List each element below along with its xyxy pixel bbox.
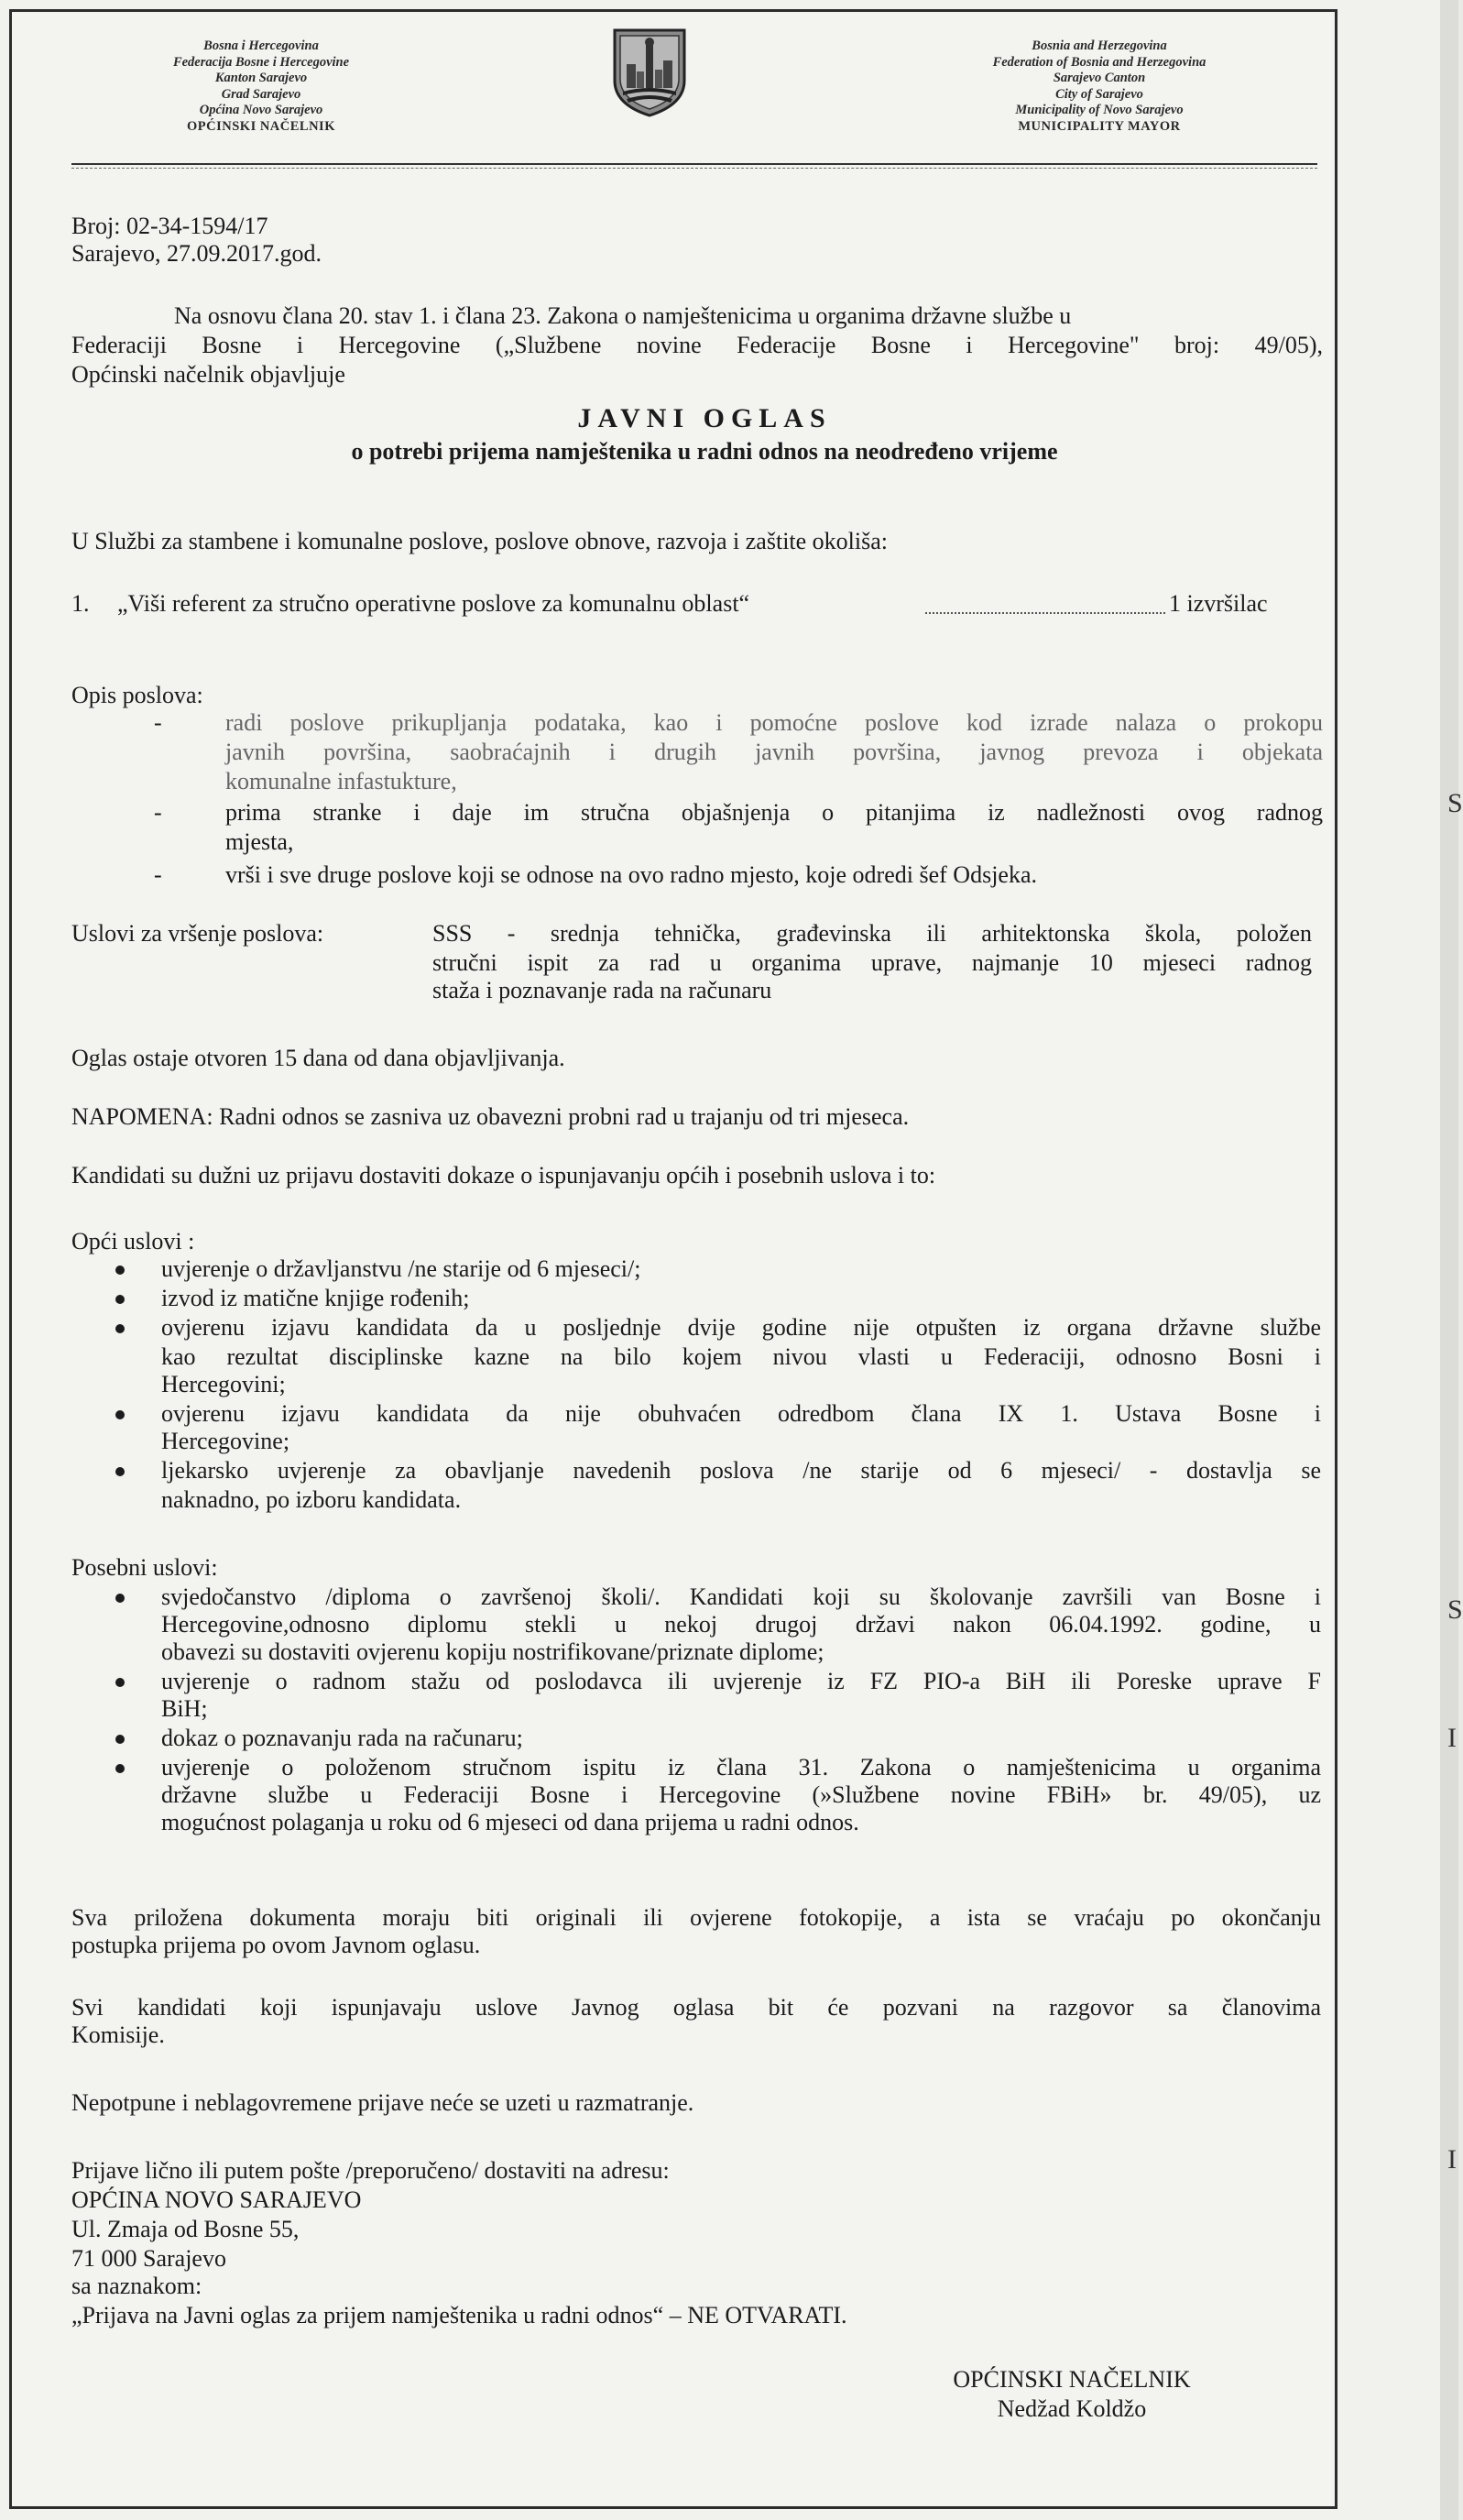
adjacent-text-fragment: I <box>1447 1723 1457 1753</box>
incomplete-applications-note: Nepotpune i neblagovremene prijave neće se uzeti u razmatranje. <box>71 2089 694 2116</box>
dash-bullet: - <box>154 861 162 888</box>
interview-note-line: Svi kandidati koji ispunjavaju uslove Javnog oglasa bit će pozvani na razgovor sa članovima <box>71 1994 1321 2021</box>
bullet <box>115 1324 125 1333</box>
special-condition-line: svjedočanstvo /diploma o završenoj školi/. Kandidati koji su školovanje završili van Bosne i <box>161 1583 1321 1610</box>
duties-label: Opis poslova: <box>71 682 203 708</box>
document-number: Broj: 02-34-1594/17 <box>71 213 268 239</box>
general-condition-line: ovjerenu izjavu kandidata da u posljednje dvije godine nije otpušten iz organa državne službe <box>161 1314 1321 1341</box>
special-condition-line: obavezi su dostaviti ovjerenu kopiju nostrifikovane/priznate diplome; <box>161 1638 824 1665</box>
general-condition-line: Hercegovini; <box>161 1371 286 1397</box>
header-left-line: Grad Sarajevo <box>221 86 301 102</box>
announcement-subtitle: o potrebi prijema namještenika u radni odnos na neodređeno vrijeme <box>351 438 1058 465</box>
announcement-title: JAVNI OGLAS <box>577 403 832 433</box>
special-condition-line: dokaz o poznavanju rada na računaru; <box>161 1725 523 1751</box>
header-right-block <box>925 38 1273 135</box>
open-period: Oglas ostaje otvoren 15 dana od dana objavljivanja. <box>71 1045 565 1071</box>
municipality-coat-of-arms <box>612 27 687 117</box>
interview-note-line: Komisije. <box>71 2021 165 2048</box>
intro-line: Federaciji Bosne i Hercegovine („Službene novine Federacije Bosne i Hercegovine" broj: 49/05), <box>71 332 1323 358</box>
special-condition-line: mogućnost polaganja u roku od 6 mjeseci od dana prijema u radni odnos. <box>161 1809 859 1835</box>
dash-bullet: - <box>154 799 162 826</box>
bullet <box>115 1678 125 1687</box>
duty-line: prima stranke i daje im stručna objašnjenja o pitanjima iz nadležnosti ovog radnog <box>225 799 1323 826</box>
header-right-line: Municipality of Novo Sarajevo <box>1015 103 1184 117</box>
adjacent-column-strip <box>1440 0 1458 2520</box>
special-conditions-label: Posebni uslovi: <box>71 1554 218 1581</box>
department: U Službi za stambene i komunalne poslove, poslove obnove, razvoja i zaštite okoliša: <box>71 528 889 554</box>
bullet <box>115 1410 125 1419</box>
envelope-marking: „Prijava na Javni oglas za prijem namještenika u radni odnos“ – NE OTVARATI. <box>71 2302 847 2328</box>
duty-line: mjesta, <box>225 828 294 855</box>
submission-instructions: Prijave lično ili putem pošte /preporučeno/ dostaviti na adresu: <box>71 2157 670 2184</box>
bullet <box>115 1295 125 1304</box>
general-condition-line: uvjerenje o državljanstvu /ne starije od 6 mjeseci/; <box>161 1255 641 1282</box>
condition-line: staža i poznavanje rada na računaru <box>432 977 772 1003</box>
required-documents-intro: Kandidati su dužni uz prijavu dostaviti dokaze o ispunjavanju općih i posebnih uslova i to: <box>71 1162 936 1189</box>
intro-line: Na osnovu člana 20. stav 1. i člana 23. Zakona o namještenicima u organima državne službe u <box>174 302 1072 329</box>
address-line: sa naznakom: <box>71 2273 202 2299</box>
address-line: 71 000 Sarajevo <box>71 2245 226 2272</box>
bullet <box>115 1594 125 1603</box>
duty-line: radi poslove prikupljanja podataka, kao i pomoćne poslove kod izrade nalaza o prokopu <box>225 709 1323 736</box>
adjacent-text-fragment: S <box>1447 788 1463 818</box>
position-number: 1. <box>71 590 90 617</box>
probation-note: NAPOMENA: Radni odnos se zasniva uz obavezni probni rad u trajanju od tri mjeseca. <box>71 1103 910 1130</box>
bullet <box>115 1467 125 1476</box>
general-conditions-label: Opći uslovi : <box>71 1228 195 1255</box>
place-and-date: Sarajevo, 27.09.2017.god. <box>71 240 322 267</box>
general-condition-line: ovjerenu izjavu kandidata da nije obuhvaćen odredbom člana IX 1. Ustava Bosne i <box>161 1400 1321 1427</box>
general-condition-line: ljekarsko uvjerenje za obavljanje navedenih poslova /ne starije od 6 mjeseci/ - dostavlja se <box>161 1457 1321 1484</box>
signature-title: OPĆINSKI NAČELNIK <box>953 2366 1191 2393</box>
duty-line: javnih površina, saobraćajnih i drugih javnih površina, javnog prevoza i objekata <box>225 739 1323 765</box>
header-left-line: Federacija Bosne i Hercegovine <box>172 54 350 70</box>
header-left-line: Kanton Sarajevo <box>214 71 308 85</box>
header-right-line: Bosnia and Herzegovina <box>1032 38 1167 53</box>
special-condition-line: uvjerenje o položenom stručnom ispitu iz člana 31. Zakona o namještenicima u organima <box>161 1754 1321 1780</box>
special-condition-line: BiH; <box>161 1695 208 1722</box>
documents-note-line: Sva priložena dokumenta moraju biti originali ili ovjerene fotokopije, a ista se vraćaju po okončanju <box>71 1904 1321 1931</box>
general-condition-line: izvod iz matične knjige rođenih; <box>161 1285 470 1311</box>
special-condition-line: državne službe u Federaciji Bosne i Hercegovine (»Službene novine FBiH» br. 49/05), uz <box>161 1781 1321 1808</box>
special-condition-line: uvjerenje o radnom stažu od poslodavca ili uvjerenje iz FZ PIO-a BiH ili Poreske uprave F <box>161 1668 1321 1694</box>
adjacent-text-fragment: I <box>1447 2144 1457 2175</box>
address-line: Ul. Zmaja od Bosne 55, <box>71 2216 300 2242</box>
condition-line: SSS - srednja tehnička, građevinska ili arhitektonska škola, položen <box>432 920 1312 947</box>
header-right-line: Federation of Bosnia and Herzegovina <box>992 54 1206 70</box>
bullet <box>115 1764 125 1773</box>
header-divider <box>71 163 1317 165</box>
duty-line: komunalne infastukture, <box>225 768 457 794</box>
header-right-line: Sarajevo Canton <box>1053 71 1146 85</box>
header-left-block <box>87 38 435 135</box>
dotted-leader <box>925 612 1165 614</box>
conditions-label: Uslovi za vršenje poslova: <box>71 920 324 947</box>
position-name: „Viši referent za stručno operativne poslove za komunalnu oblast“ <box>117 590 750 617</box>
header-divider <box>71 168 1317 169</box>
header-right-line: City of Sarajevo <box>1055 86 1143 102</box>
duty-line: vrši i sve druge poslove koji se odnose na ovo radno mjesto, koje odredi šef Odsjeka. <box>225 861 1037 888</box>
general-condition-line: kao rezultat disciplinske kazne na bilo kojem nivou vlasti u Federaciji, odnosno Bosni i <box>161 1343 1321 1370</box>
general-condition-line: naknadno, po izboru kandidata. <box>161 1486 462 1513</box>
position-count: 1 izvršilac <box>1169 590 1268 617</box>
bullet <box>115 1735 125 1744</box>
header-left-line: Bosna i Hercegovina <box>203 38 319 53</box>
special-condition-line: Hercegovine,odnosno diplomu stekli u nekoj drugoj državi nakon 06.04.1992. godine, u <box>161 1611 1321 1638</box>
intro-line: Općinski načelnik objavljuje <box>71 361 345 388</box>
address-line: OPĆINA NOVO SARAJEVO <box>71 2186 362 2213</box>
bullet <box>115 1265 125 1275</box>
condition-line: stručni ispit za rad u organima uprave, najmanje 10 mjeseci radnog <box>432 949 1312 976</box>
dash-bullet: - <box>154 709 162 736</box>
documents-note-line: postupka prijema po ovom Javnom oglasu. <box>71 1932 481 1958</box>
header-left-line: Općina Novo Sarajevo <box>199 103 323 117</box>
signature-name: Nedžad Koldžo <box>997 2395 1147 2422</box>
header-right-line: MUNICIPALITY MAYOR <box>1018 118 1181 134</box>
header-left-line: OPĆINSKI NAČELNIK <box>187 118 335 134</box>
adjacent-text-fragment: S <box>1447 1594 1463 1625</box>
general-condition-line: Hercegovine; <box>161 1428 290 1454</box>
